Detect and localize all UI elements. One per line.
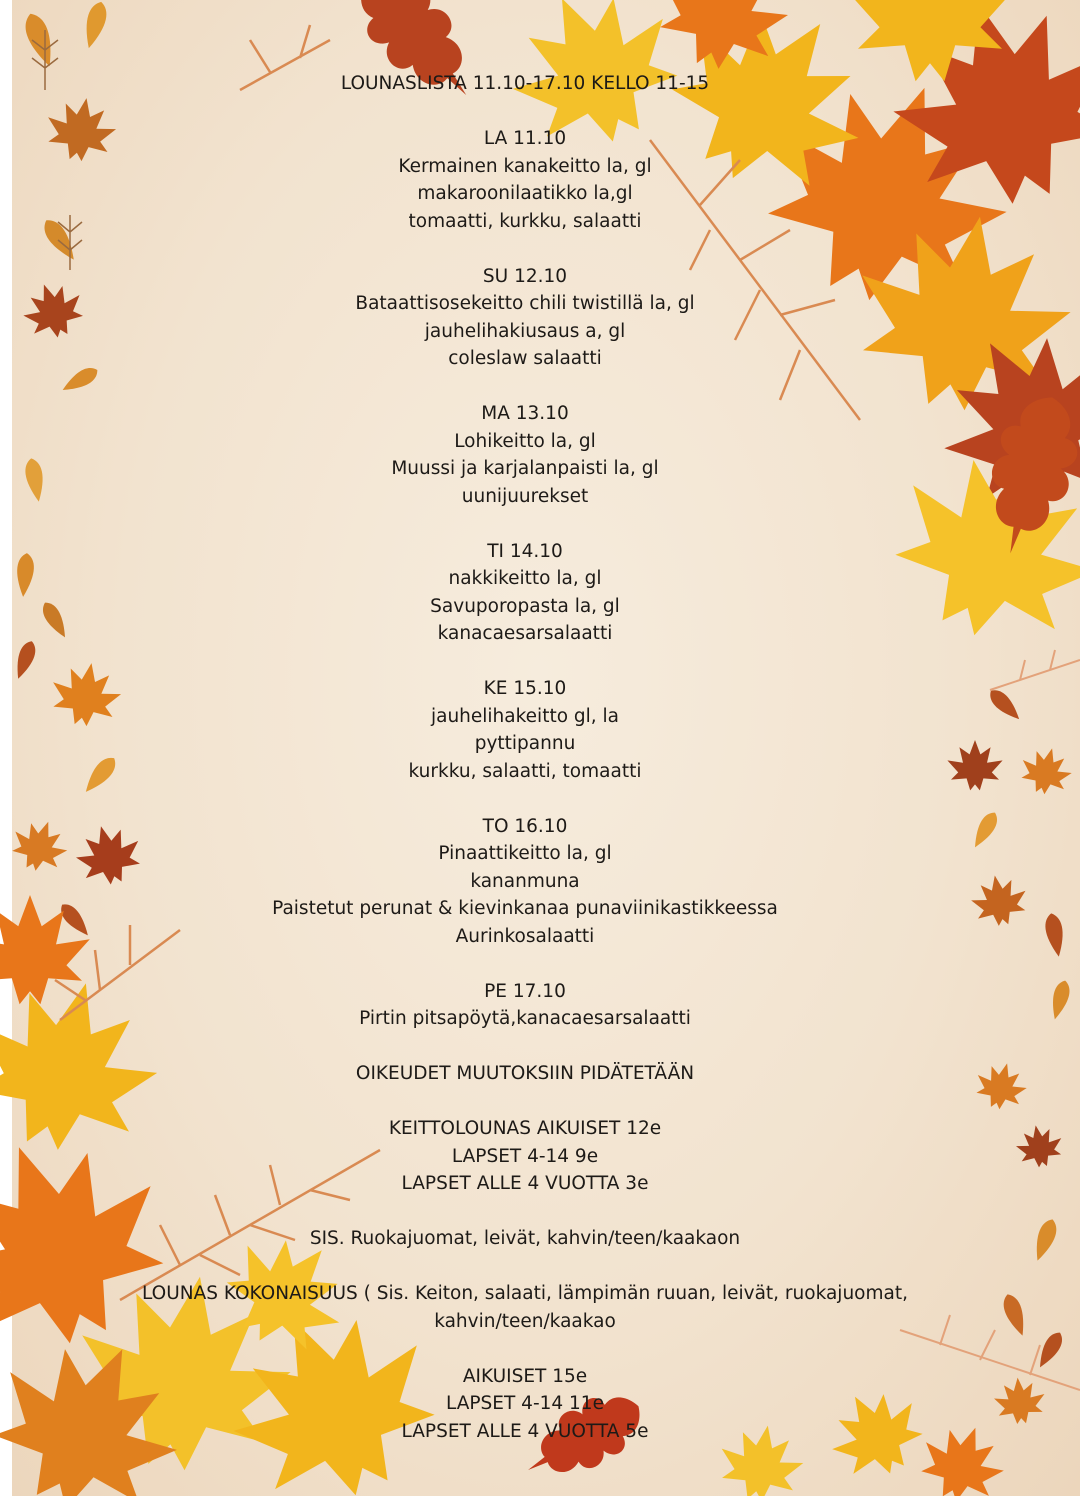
day-section-la xyxy=(0,125,1050,235)
day-heading: MA 13.10 xyxy=(481,403,569,424)
day-heading: LA 11.10 xyxy=(483,128,567,149)
dish: uunijuurekset xyxy=(461,485,589,507)
dish: kananmuna xyxy=(470,870,580,892)
day-heading: TO 16.10 xyxy=(482,815,568,837)
dish: pyttipannu xyxy=(474,733,576,754)
dish: kurkku, salaatti, tomaatti xyxy=(408,760,642,782)
dish: tomaatti, kurkku, salaatti xyxy=(408,210,642,232)
dish: Savuporopasta la, gl xyxy=(430,595,620,617)
lunch-menu xyxy=(0,70,1050,1445)
soup-lunch-includes: SIS. Ruokajuomat, leivät, kahvin/teen/kaakaon xyxy=(309,1228,741,1249)
price-line: AIKUISET 15e xyxy=(462,1365,588,1387)
dish: Bataattisosekeitto chili twistillä la, gl xyxy=(355,293,695,314)
dish: jauhelihakeitto gl, la xyxy=(430,705,620,727)
full-lunch-description: kahvin/teen/kaakao xyxy=(434,1310,616,1332)
menu-title: LOUNASLISTA 11.10-17.10 KELLO 11-15 xyxy=(340,73,710,94)
day-section-su xyxy=(0,263,1050,373)
dish: Lohikeitto la, gl xyxy=(454,430,596,452)
changes-notice: OIKEUDET MUUTOKSIIN PIDÄTETÄÄN xyxy=(355,1063,695,1084)
dish: kanacaesarsalaatti xyxy=(437,623,613,644)
dish: Muussi ja karjalanpaisti la, gl xyxy=(391,458,659,479)
day-section-ke xyxy=(0,675,1050,785)
day-heading: SU 12.10 xyxy=(482,265,568,287)
day-heading: TI 14.10 xyxy=(487,540,563,562)
dish: Aurinkosalaatti xyxy=(455,925,595,947)
soup-lunch-prices xyxy=(0,1115,1050,1198)
price-line: LAPSET 4-14 9e xyxy=(451,1145,599,1167)
price-line: LAPSET ALLE 4 VUOTTA 5e xyxy=(401,1420,649,1442)
full-lunch-section xyxy=(0,1280,1050,1445)
day-section-ti xyxy=(0,538,1050,648)
full-lunch-description: LOUNAS KOKONAISUUS ( Sis. Keiton, salaati, lämpimän ruuan, leivät, ruokajuomat, xyxy=(142,1283,908,1304)
dish: Kermainen kanakeitto la, gl xyxy=(398,155,652,177)
day-section-pe xyxy=(0,978,1050,1033)
dish: makaroonilaatikko la,gl xyxy=(417,183,633,204)
dish: jauhelihakiusaus a, gl xyxy=(424,320,626,342)
dish: Pirtin pitsapöytä,kanacaesarsalaatti xyxy=(359,1008,691,1029)
price-line: LAPSET 4-14 11e xyxy=(446,1393,604,1414)
day-section-to xyxy=(0,813,1050,951)
dish: coleslaw salaatti xyxy=(448,348,602,369)
dish: Paistetut perunat & kievinkanaa punaviinikastikkeessa xyxy=(272,898,778,919)
day-heading: PE 17.10 xyxy=(484,980,566,1002)
day-section-ma xyxy=(0,400,1050,510)
price-line: LAPSET ALLE 4 VUOTTA 3e xyxy=(401,1173,649,1194)
dish: Pinaattikeitto la, gl xyxy=(438,843,612,864)
day-heading: KE 15.10 xyxy=(483,678,567,699)
price-line: KEITTOLOUNAS AIKUISET 12e xyxy=(388,1118,662,1139)
dish: nakkikeitto la, gl xyxy=(448,568,602,589)
